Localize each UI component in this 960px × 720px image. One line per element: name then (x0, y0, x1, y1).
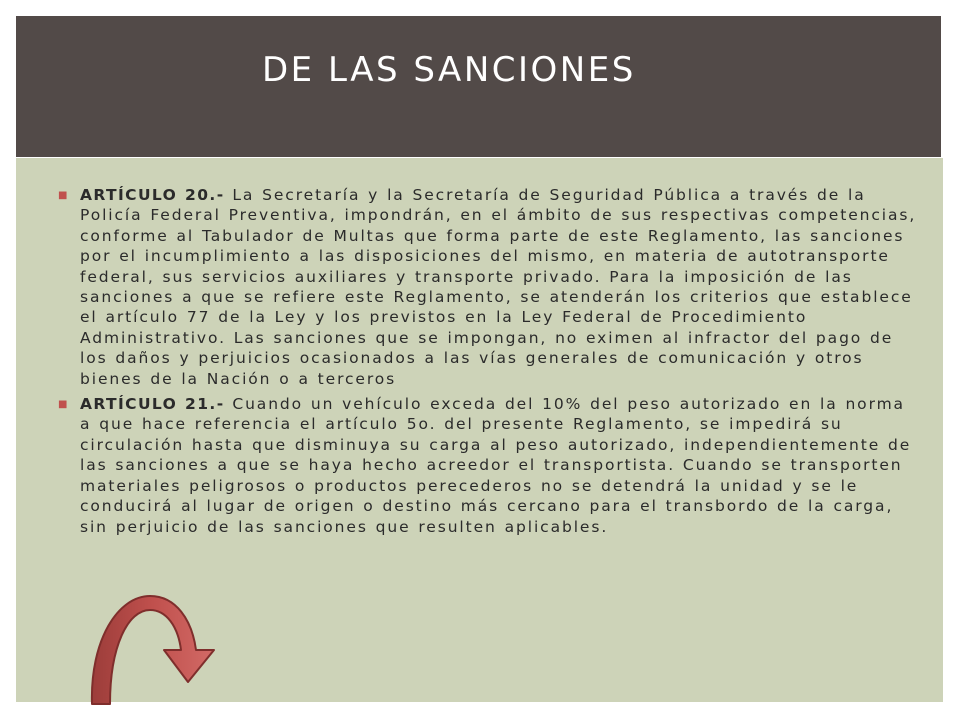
square-bullet-icon: ■ (58, 190, 70, 201)
article-21-label: ARTÍCULO 21.- (80, 395, 225, 414)
articles-list (58, 185, 920, 542)
article-20-text: La Secretaría y la Secretaría de Seguridad Pública a través de la Policía Federal Preventiva, impondrán, en el ámbito de sus respectivas competencias, conforme al Tabulador de Multas que forma parte de este Reglamento, las sanciones por el incumplimiento a las disposiciones del mismo, en materia de autotransporte federal, sus servicios auxiliares y transporte privado. Para la imposición de las sanciones a que se refiere este Reglamento, se atenderán los criterios que establece el artículo 77 de la Ley y los previstos en la Ley Federal de Procedimiento Administrativo. Las sanciones que se impongan, no eximen al infractor del pago de los daños y perjuicios ocasionados a las vías generales de comunicación y otros bienes de la Nación o a terceros (80, 186, 917, 388)
curved-arrow-down-icon (88, 590, 220, 708)
article-21-text: Cuando un vehículo exceda del 10% del peso autorizado en la norma a que hace referencia el artículo 5o. del presente Reglamento, se impedirá su circulación hasta que disminuya su carga al peso autorizado, independientemente de las sanciones a que se haya hecho acreedor el transportista. Cuando se transporten materiales peligrosos o productos perecederos no se detendrá la unidad y se le conducirá al lugar de origen o destino más cercano para el transbordo de la carga, sin perjuicio de las sanciones que resulten aplicables. (80, 395, 912, 536)
curved-arrow-shape (92, 596, 214, 704)
article-21 (58, 394, 920, 537)
slide-title: DE LAS SANCIONES (262, 50, 636, 90)
article-20 (58, 185, 920, 389)
article-20-label: ARTÍCULO 20.- (80, 186, 225, 204)
square-bullet-icon: ■ (58, 399, 70, 411)
